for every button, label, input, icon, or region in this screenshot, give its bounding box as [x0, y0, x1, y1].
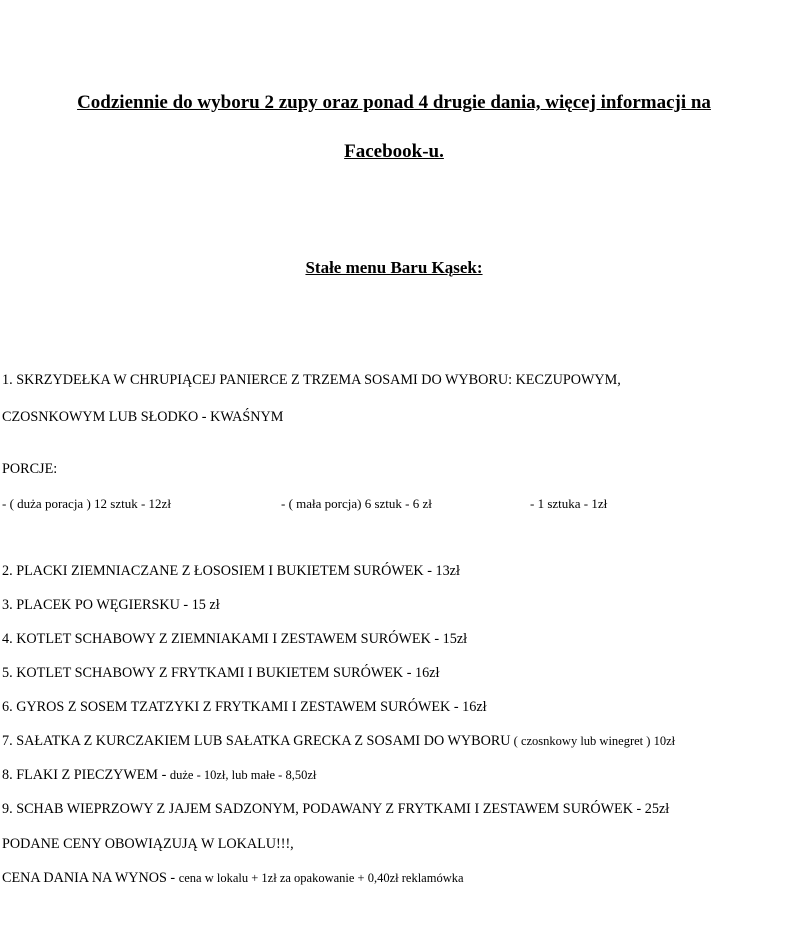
- menu-item-5: 5. KOTLET SCHABOWY Z FRYTKAMI I BUKIETEM SURÓWEK - 16zł: [2, 665, 440, 681]
- menu-item-9: 9. SCHAB WIEPRZOWY Z JAJEM SADZONYM, PODAWANY Z FRYTKAMI I ZESTAWEM SURÓWEK - 25zł: [2, 801, 670, 817]
- menu-item-8: [2, 767, 316, 784]
- menu-item-8-note: duże - 10zł, lub małe - 8,50zł: [169, 768, 317, 782]
- menu-item-6: 6. GYROS Z SOSEM TZATZYKI Z FRYTKAMI I ZESTAWEM SURÓWEK - 16zł: [2, 699, 487, 715]
- menu-title: Stałe menu Baru Kąsek:: [305, 258, 483, 277]
- menu-item-2: 2. PLACKI ZIEMNIACZANE Z ŁOSOSIEM I BUKIETEM SURÓWEK - 13zł: [2, 563, 460, 579]
- daily-offer-heading-line2: Facebook-u.: [344, 141, 444, 162]
- takeaway-main: CENA DANIA NA WYNOS -: [2, 870, 179, 886]
- portion-single: - 1 sztuka - 1zł: [530, 496, 608, 511]
- portion-small: - ( mała porcja) 6 sztuk - 6 zł: [281, 496, 432, 511]
- prices-note: PODANE CENY OBOWIĄZUJĄ W LOKALU!!!,: [2, 836, 294, 852]
- takeaway-note: [2, 870, 464, 887]
- menu-item-1-line2: CZOSNKOWYM LUB SŁODKO - KWAŚNYM: [2, 409, 284, 425]
- takeaway-detail: cena w lokalu + 1zł za opakowanie + 0,40zł reklamówka: [178, 871, 464, 885]
- menu-item-3: 3. PLACEK PO WĘGIERSKU - 15 zł: [2, 597, 220, 613]
- menu-item-1-line1: 1. SKRZYDEŁKA W CHRUPIĄCEJ PANIERCE Z TRZEMA SOSAMI DO WYBORU: KECZUPOWYM,: [2, 372, 621, 388]
- portion-large: - ( duża poracja ) 12 sztuk - 12zł: [2, 496, 171, 511]
- menu-item-4: 4. KOTLET SCHABOWY Z ZIEMNIAKAMI I ZESTAWEM SURÓWEK - 15zł: [2, 631, 468, 647]
- daily-offer-heading-line1: Codziennie do wyboru 2 zupy oraz ponad 4 drugie dania, więcej informacji na: [77, 92, 711, 113]
- menu-item-8-main: 8. FLAKI Z PIECZYWEM -: [2, 767, 170, 783]
- menu-item-7: [2, 733, 675, 750]
- portions-label: PORCJE:: [2, 461, 58, 477]
- menu-item-7-main: 7. SAŁATKA Z KURCZAKIEM LUB SAŁATKA GRECKA Z SOSAMI DO WYBORU: [2, 733, 511, 749]
- menu-item-7-note: ( czosnkowy lub winegret ) 10zł: [510, 734, 676, 748]
